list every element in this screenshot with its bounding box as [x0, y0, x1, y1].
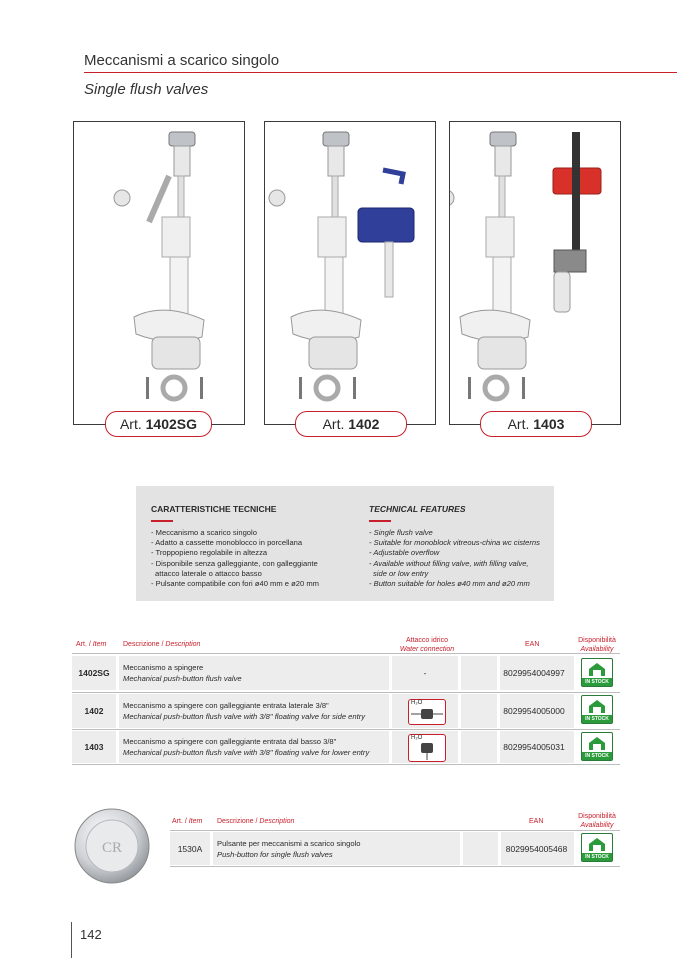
- row-divider: [170, 866, 620, 867]
- table1-header-art: Art. / Item: [76, 641, 107, 648]
- flush-valve-illustration: [74, 122, 244, 424]
- row-desc-cell: [213, 832, 460, 865]
- warehouse-icon: [588, 699, 606, 713]
- row-art-code: 1403: [84, 742, 104, 752]
- features-list-en: - Single flush valve - Suitable for monoblock vitreous-china wc cisterns - Adjustable overflow - Available without filling valve, with filling valve, side or low entry - Button suitable for holes ø40 mm and ø20 mm: [369, 528, 540, 589]
- flush-valve-side-entry-illustration: [265, 122, 435, 424]
- row-desc-cell: [119, 656, 389, 690]
- row-divider: [72, 764, 620, 765]
- features-list-it: - Meccanismo a scarico singolo - Adatto a cassette monoblocco in porcellana - Troppopieno regolabile in altezza - Disponibile senza galleggiante, con galleggiante attacco laterale o attacco basso - Pulsante compatibile con fori ø40 mm e ø20 mm: [151, 528, 319, 589]
- table2-header-ean: EAN: [529, 818, 544, 825]
- row-art-code: 1530A: [177, 844, 203, 854]
- product-image-1403: [449, 121, 621, 425]
- table1-header-availability: Disponibilità Availability: [578, 637, 616, 653]
- table2-header-art: Art. / Item: [172, 818, 203, 825]
- row-divider: [72, 729, 620, 730]
- table2-header-desc: Descrizione / Description: [217, 818, 295, 825]
- table1-header-ean: EAN: [525, 641, 540, 648]
- in-stock-badge: IN STOCK: [581, 695, 613, 724]
- push-button-image: [74, 808, 150, 884]
- row-water-value: -: [423, 668, 427, 678]
- row-desc-cell: [119, 731, 389, 763]
- table2-header-line: [170, 830, 620, 831]
- row-desc-it: Meccanismo a spingere con galleggiante entrata laterale 3/8": [123, 701, 329, 710]
- art-label-1402: Art. 1402: [295, 411, 407, 437]
- row-divider: [72, 692, 620, 693]
- features-title-it: CARATTERISTICHE TECNICHE: [151, 504, 277, 514]
- in-stock-badge: IN STOCK: [581, 658, 613, 687]
- row-blank-cell: [461, 694, 497, 728]
- features-underline-it: [151, 520, 173, 522]
- button-logo: CR: [101, 840, 123, 856]
- low-entry-water-icon: H₂O: [408, 734, 446, 762]
- row-ean: 8029954004997: [503, 668, 565, 678]
- warehouse-icon: [588, 662, 606, 676]
- row-blank-cell: [463, 832, 498, 865]
- art-label-1403: Art. 1403: [480, 411, 592, 437]
- row-art-code: 1402SG: [78, 668, 110, 678]
- product-image-1402sg: [73, 121, 245, 425]
- title-divider: [84, 72, 677, 73]
- row-desc-it: Meccanismo a spingere con galleggiante entrata dal basso 3/8": [123, 737, 337, 746]
- row-desc-it: Pulsante per meccanismi a scarico singolo: [217, 839, 361, 848]
- page-number-bar: [71, 922, 72, 958]
- row-ean: 8029954005000: [503, 706, 565, 716]
- in-stock-badge: IN STOCK: [581, 732, 613, 761]
- in-stock-badge: IN STOCK: [581, 833, 613, 862]
- warehouse-icon: [588, 837, 606, 851]
- page-number: 142: [80, 927, 102, 942]
- row-ean: 8029954005031: [503, 742, 565, 752]
- side-entry-water-icon: H₂O: [408, 699, 446, 725]
- table1-header-desc: Descrizione / Description: [123, 641, 201, 648]
- row-desc-it: Meccanismo a spingere: [123, 663, 204, 672]
- table1-header-water: Attacco idrico Water connection: [399, 637, 455, 653]
- flush-valve-low-entry-illustration: [450, 122, 620, 424]
- row-desc-en: Mechanical push-button flush valve with 3/8" floating valve for lower entry: [123, 748, 370, 757]
- warehouse-icon: [588, 736, 606, 750]
- page-title: Meccanismi a scarico singolo: [84, 52, 280, 69]
- row-desc-cell: [119, 694, 389, 728]
- technical-features-panel: [136, 486, 554, 601]
- row-blank-cell: [461, 731, 497, 763]
- product-image-1402: [264, 121, 436, 425]
- row-art-code: 1402: [84, 706, 104, 716]
- features-title-en: TECHNICAL FEATURES: [369, 504, 466, 514]
- art-label-1402sg: Art. 1402SG: [105, 411, 212, 437]
- row-desc-en: Mechanical push-button flush valve with 3/8" floating valve for side entry: [123, 712, 366, 721]
- table2-header-availability: Disponibilità Availability: [578, 813, 616, 829]
- row-blank-cell: [461, 656, 497, 690]
- row-desc-en: Push-button for single flush valves: [217, 850, 333, 859]
- row-desc-en: Mechanical push-button flush valve: [123, 674, 242, 683]
- row-ean: 8029954005468: [505, 844, 568, 854]
- page-subtitle: Single flush valves: [84, 81, 209, 98]
- table1-header-line: [72, 653, 620, 654]
- features-underline-en: [369, 520, 391, 522]
